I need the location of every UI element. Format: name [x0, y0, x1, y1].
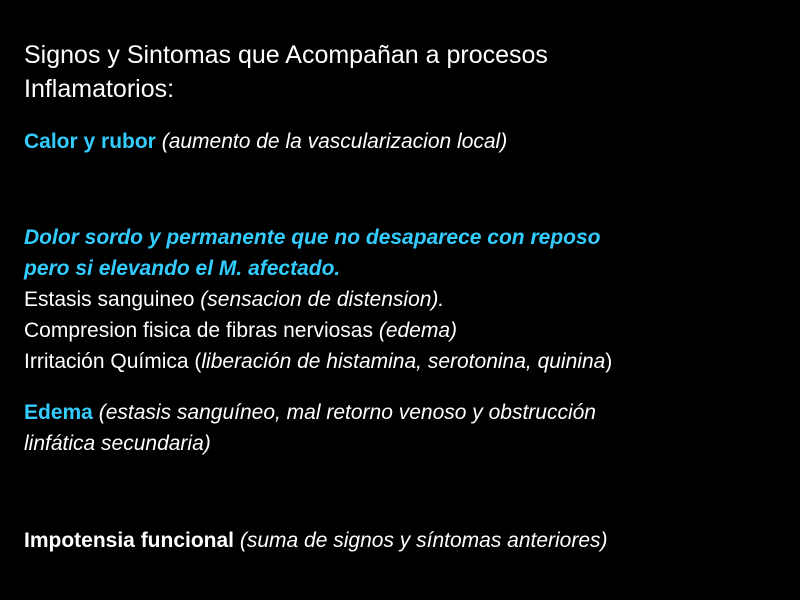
dolor-compresion-detail: (edema) — [378, 319, 458, 342]
dolor-irritacion-text: Irritación Química ( — [24, 350, 202, 373]
dolor-estasis-line — [24, 284, 794, 315]
dolor-term-line-1: Dolor sordo y permanente que no desaparece con reposo — [24, 226, 601, 249]
edema-term: Edema — [24, 401, 93, 424]
impotencia-detail: (suma de signos y síntomas anteriores) — [239, 529, 608, 552]
title-line-1: Signos y Sintomas que Acompañan a procesos — [24, 41, 548, 69]
edema-detail-line-2: linfática secundaria) — [24, 432, 211, 455]
dolor-irritacion-line — [24, 346, 794, 377]
dolor-estasis-detail: (sensacion de distension). — [200, 288, 445, 311]
impotencia-item — [24, 525, 794, 556]
edema-item — [24, 397, 794, 459]
dolor-item — [24, 222, 794, 377]
dolor-irritacion-detail: liberación de histamina, serotonina, quinina — [201, 350, 606, 373]
title-line-2: Inflamatorios: — [24, 75, 175, 103]
calor-rubor-item — [24, 126, 794, 157]
dolor-compresion-line — [24, 315, 794, 346]
dolor-term-line-2: pero si elevando el M. afectado. — [24, 257, 341, 280]
dolor-compresion-text: Compresion fisica de fibras nerviosas — [24, 319, 379, 342]
edema-detail-line-1: (estasis sanguíneo, mal retorno venoso y obstrucción — [98, 401, 596, 424]
slide-title — [24, 38, 784, 106]
dolor-estasis-text: Estasis sanguineo — [24, 288, 201, 311]
impotencia-term: Impotensia funcional — [24, 529, 235, 552]
calor-rubor-term: Calor y rubor — [24, 130, 156, 153]
calor-rubor-detail: (aumento de la vascularizacion local) — [161, 130, 508, 153]
dolor-irritacion-close: ) — [605, 350, 613, 373]
